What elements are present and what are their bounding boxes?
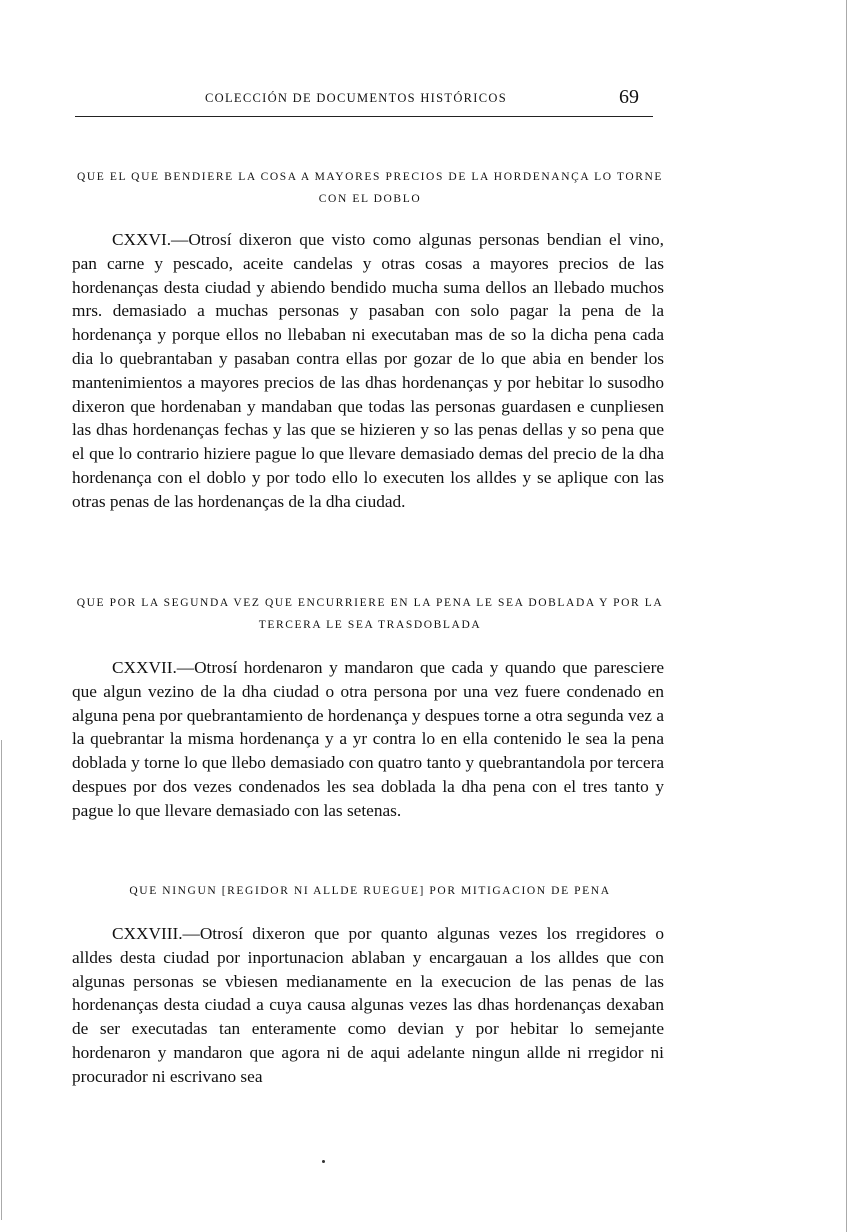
section-heading-3: QUE NINGUN [REGIDOR NI ALLDE RUEGUE] POR MITIGACION DE PENA: [129, 885, 611, 897]
paragraph-cxxviii: CXXVIII.—Otrosí dixeron que por quanto algunas vezes los rregidores o alldes desta ciudad por inportunacion ablaban y encargauan a los alldes que con algunas personas se vbiesen medianamente en la execucion de las penas de las hordenanças desta ciudad a cuya causa algunas vezes las dhas hordenanças dexaban de ser executadas tan enteramente como devian y por hebitar lo semejante hordenaron y mandaron que agora ni de aqui adelante ningun allde ni rregidor ni procurador ni escrivano sea: [72, 924, 664, 1086]
paragraph-cxxvi: CXXVI.—Otrosí dixeron que visto como algunas personas bendian el vino, pan carne y pescado, aceite candelas y otras cosas a mayores precios de las hordenanças desta ciudad y abiendo bendido mucha suma dellos an llebado muchos mrs. demasiado a muchas personas y pasaban con solo pagar la pena de la hordenança y porque ellos no llebaban ni executaban mas de so la dicha pena cada dia lo quebrantaban y pasaban contra ellas por gozar de lo que abia en bender los mantenimientos a mayores precios de las dhas hordenanças y por hebitar lo susodho dixeron que hordenaban y mandaban que todas las personas guardasen e cunpliesen las dhas hordenanças fechas y las que se hizieren y so las penas dellas y so pena que el que lo contrario hiziere pague lo que llevare demasiado demas del precio de la dha hordenança con el doblo y por todo ello lo executen los alldes y se aplique con las otras penas de las hordenanças de la dha ciudad.: [72, 230, 664, 511]
left-edge-scan-line: [1, 740, 2, 1220]
running-title: COLECCIÓN DE DOCUMENTOS HISTÓRICOS: [205, 91, 507, 105]
paragraph-cxxvii: CXXVII.—Otrosí hordenaron y mandaron que cada y quando que paresciere que algun vezino de la dha ciudad o otra persona por una vez fuere condenado en alguna pena por quebrantamiento de hordenança y despues torne a otra segunda vez a la quebrantar la misma hordenança y a yr contra lo en ella contenido le sea la pena doblada y torne lo que llebo demasiado con quatro tanto y quebrantandola por tercera despues por dos vezes condenados les sea doblada la dha pena con el tres tanto y pague lo que llevare demasiado con las setenas.: [72, 658, 664, 820]
scan-speck: [322, 1160, 325, 1163]
running-header: [75, 88, 653, 117]
page-number: 69: [619, 86, 639, 108]
section-heading-1: QUE EL QUE BENDIERE LA COSA A MAYORES PRECIOS DE LA HORDENANÇA LO TORNE CON EL DOBLO: [76, 171, 664, 205]
section-heading-2: QUE POR LA SEGUNDA VEZ QUE ENCURRIERE EN LA PENA LE SEA DOBLADA Y POR LA TERCERA LE SEA TRASDOBLADA: [76, 597, 664, 631]
right-edge-scan-line: [846, 0, 847, 1232]
